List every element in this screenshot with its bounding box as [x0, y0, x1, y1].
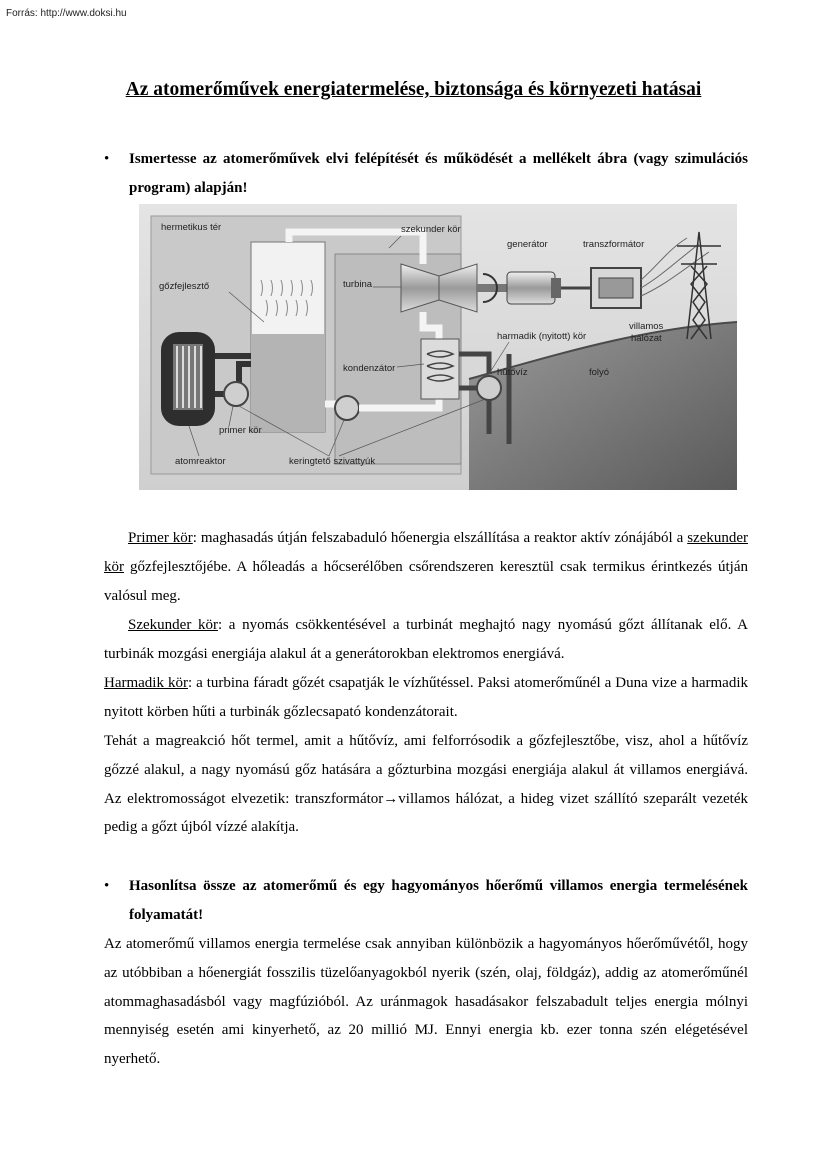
page-title: Az atomerőművek energiatermelése, biztonsága és környezeti hatásai	[125, 79, 702, 100]
paragraph-primary	[104, 524, 748, 610]
label-grid-1: villamos	[629, 321, 664, 332]
paragraph-comparison: Az atomerőmű villamos energia termelése csak annyiban különbözik a hagyományos hőerőművétől, hogy az utóbbiban a hőenergiát fosszilis tüzelőanyagokból nyerik (szén, olaj, földgáz), addig az atomerőműnél atommaghasadásból vagy magfúzióból. Az uránmagok hasadásakor felszabadult teljes energia mólnyi mennyiség esetén ami kinyerhető, az 20 millió MJ. Ennyi energia kb. ezer tonna szén elégetésével nyerhető.	[104, 936, 748, 1068]
bullet-dot: •	[104, 151, 110, 167]
generator	[507, 272, 555, 304]
label-reactor: atomreaktor	[175, 456, 226, 467]
label-tertiary: harmadik (nyitott) kör	[497, 331, 587, 342]
power-plant-diagram	[139, 204, 737, 490]
bullet-dot: •	[104, 878, 110, 894]
source-url: Forrás: http://www.doksi.hu	[6, 8, 127, 19]
label-secondary: szekunder kör	[401, 224, 461, 235]
paragraph-secondary	[104, 611, 748, 669]
label-transformer: transzformátor	[583, 239, 645, 250]
paragraph-tertiary	[104, 669, 748, 727]
question-1-text: Ismertesse az atomerőművek elvi felépítését és működését a mellékelt ábra (vagy szimulációs program) alapján!	[129, 151, 748, 196]
bullet-question-2	[104, 872, 748, 929]
question-2-text: Hasonlítsa össze az atomerőmű és egy hagyományos hőerőmű villamos energia termelésének folyamatát!	[129, 878, 748, 923]
text-primary-b: gőzfejlesztőjébe. A hőleadás a hőcserélőben csőrendszeren keresztül csak termikus érintkezés útján valósul meg.	[104, 558, 748, 604]
paragraph-summary: Tehát a magreakció hőt termel, amit a hűtővíz, ami felforrósodik a gőzfejlesztőbe, visz, ahol a hűtővíz gőzzé alakul, a nagy nyomású gőz hatására a gőzturbina mozgási energiája alakul át villamos energiává. Az elektromosságot elvezetik: transzformátor→villamos hálózat, a hideg vizet szállító szeparált vezeték pedig a gőzt újból vízzé alakítja.	[104, 733, 748, 836]
label-grid-2: hálózat	[631, 333, 662, 344]
label-river: folyó	[589, 367, 610, 378]
label-cooling: hűtővíz	[497, 367, 528, 378]
text-tertiary: : a turbina fáradt gőzét csapatják le vízhűtéssel. Paksi atomerőműnél a Duna vize a harmadik nyitott körben hűti a turbinák gőzlecsapató kondenzátorait.	[104, 675, 748, 720]
term-secondary-inline: szekunder kör	[104, 530, 749, 575]
term-tertiary: Harmadik kör	[104, 675, 188, 691]
secondary-pump	[335, 396, 359, 420]
label-steam-generator: gőzfejlesztő	[159, 281, 210, 292]
cooling-pump	[477, 376, 501, 400]
label-pumps: keringtető szivattyúk	[289, 456, 376, 467]
label-condenser: kondenzátor	[343, 363, 396, 374]
primary-pump	[224, 382, 248, 406]
term-primary: Primer kör	[128, 530, 193, 546]
bullet-question-1	[104, 145, 748, 202]
label-turbine: turbina	[343, 279, 373, 290]
text-secondary: : a nyomás csökkentésével a turbinát meghajtó nagy nyomású gőzt állítanak elő. A turbinák mozgási energiája alakul át a generátorokban elektromos energiává.	[104, 617, 748, 662]
label-primary: primer kör	[219, 425, 262, 436]
label-generator: generátor	[507, 239, 548, 250]
text-primary-a: : maghasadás útján felszabaduló hőenergia elszállítása a reaktor aktív zónájából a	[192, 530, 688, 546]
label-hermetic: hermetikus tér	[161, 222, 222, 233]
term-secondary: Szekunder kör	[128, 617, 218, 633]
